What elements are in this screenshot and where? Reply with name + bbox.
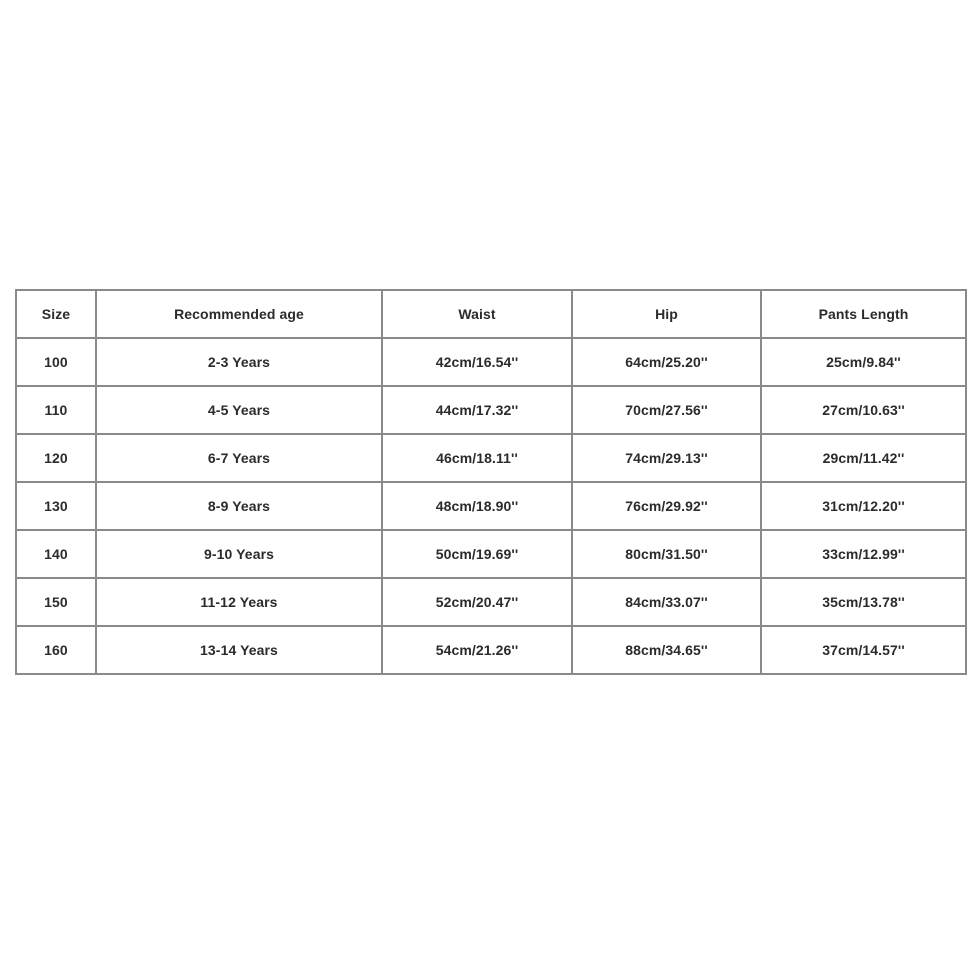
cell-hip: 64cm/25.20''	[572, 338, 761, 386]
cell-hip: 84cm/33.07''	[572, 578, 761, 626]
size-chart	[15, 289, 965, 675]
table-row	[16, 482, 966, 530]
table-row	[16, 386, 966, 434]
header-waist: Waist	[382, 290, 572, 338]
cell-pants-length: 29cm/11.42''	[761, 434, 966, 482]
cell-waist: 50cm/19.69''	[382, 530, 572, 578]
cell-hip: 74cm/29.13''	[572, 434, 761, 482]
cell-size: 120	[16, 434, 96, 482]
cell-size: 150	[16, 578, 96, 626]
cell-size: 100	[16, 338, 96, 386]
cell-pants-length: 37cm/14.57''	[761, 626, 966, 674]
cell-pants-length: 31cm/12.20''	[761, 482, 966, 530]
table-row	[16, 626, 966, 674]
table-header-row	[16, 290, 966, 338]
table-row	[16, 530, 966, 578]
cell-size: 110	[16, 386, 96, 434]
cell-recommended-age: 6-7 Years	[96, 434, 382, 482]
cell-waist: 46cm/18.11''	[382, 434, 572, 482]
cell-hip: 88cm/34.65''	[572, 626, 761, 674]
cell-recommended-age: 4-5 Years	[96, 386, 382, 434]
cell-pants-length: 33cm/12.99''	[761, 530, 966, 578]
cell-size: 140	[16, 530, 96, 578]
cell-hip: 80cm/31.50''	[572, 530, 761, 578]
cell-size: 160	[16, 626, 96, 674]
header-hip: Hip	[572, 290, 761, 338]
cell-recommended-age: 13-14 Years	[96, 626, 382, 674]
cell-hip: 70cm/27.56''	[572, 386, 761, 434]
table-row	[16, 338, 966, 386]
cell-waist: 44cm/17.32''	[382, 386, 572, 434]
cell-recommended-age: 11-12 Years	[96, 578, 382, 626]
cell-pants-length: 27cm/10.63''	[761, 386, 966, 434]
header-size: Size	[16, 290, 96, 338]
cell-waist: 54cm/21.26''	[382, 626, 572, 674]
table-row	[16, 578, 966, 626]
cell-hip: 76cm/29.92''	[572, 482, 761, 530]
cell-size: 130	[16, 482, 96, 530]
cell-recommended-age: 8-9 Years	[96, 482, 382, 530]
header-pants-length: Pants Length	[761, 290, 966, 338]
size-table	[15, 289, 967, 675]
cell-waist: 52cm/20.47''	[382, 578, 572, 626]
cell-pants-length: 25cm/9.84''	[761, 338, 966, 386]
cell-recommended-age: 9-10 Years	[96, 530, 382, 578]
table-row	[16, 434, 966, 482]
cell-recommended-age: 2-3 Years	[96, 338, 382, 386]
cell-waist: 42cm/16.54''	[382, 338, 572, 386]
cell-pants-length: 35cm/13.78''	[761, 578, 966, 626]
header-recommended-age: Recommended age	[96, 290, 382, 338]
cell-waist: 48cm/18.90''	[382, 482, 572, 530]
